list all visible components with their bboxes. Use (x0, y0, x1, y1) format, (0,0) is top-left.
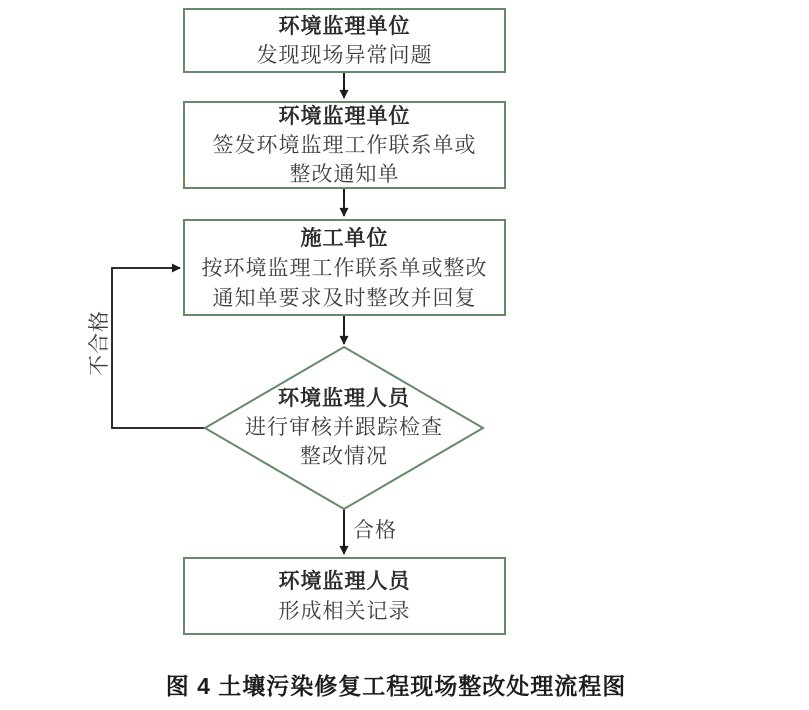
box-rectify-line-2: 通知单要求及时整改并回复 (212, 285, 477, 310)
process-box-rectify (183, 219, 506, 316)
process-box-discover (183, 8, 506, 73)
process-box-issue (183, 101, 506, 189)
process-box-record (183, 557, 506, 635)
diamond-line-2: 整改情况 (300, 444, 388, 468)
box-rectify-title: 施工单位 (300, 225, 389, 250)
box-issue-line-2: 整改通知单 (289, 161, 400, 186)
diamond-title: 环境监理人员 (278, 386, 410, 410)
diamond-line-1: 进行审核并跟踪检查 (245, 415, 443, 439)
box-record-line: 形成相关记录 (278, 599, 411, 623)
box-discover-title: 环境监理单位 (278, 13, 411, 38)
decision-diamond-text (214, 384, 474, 471)
edge-label-pass: 合格 (353, 518, 397, 542)
edge-label-fail: 不合格 (87, 310, 111, 376)
box-discover-line: 发现现场异常问题 (256, 42, 433, 67)
box-record-title: 环境监理人员 (278, 569, 411, 593)
box-issue-title: 环境监理单位 (278, 103, 411, 128)
box-issue-line-1: 签发环境监理工作联系单或 (212, 132, 477, 157)
box-rectify-line-1: 按环境监理工作联系单或整改 (201, 255, 488, 280)
figure-caption: 图 4 土壤污染修复工程现场整改处理流程图 (165, 673, 627, 699)
